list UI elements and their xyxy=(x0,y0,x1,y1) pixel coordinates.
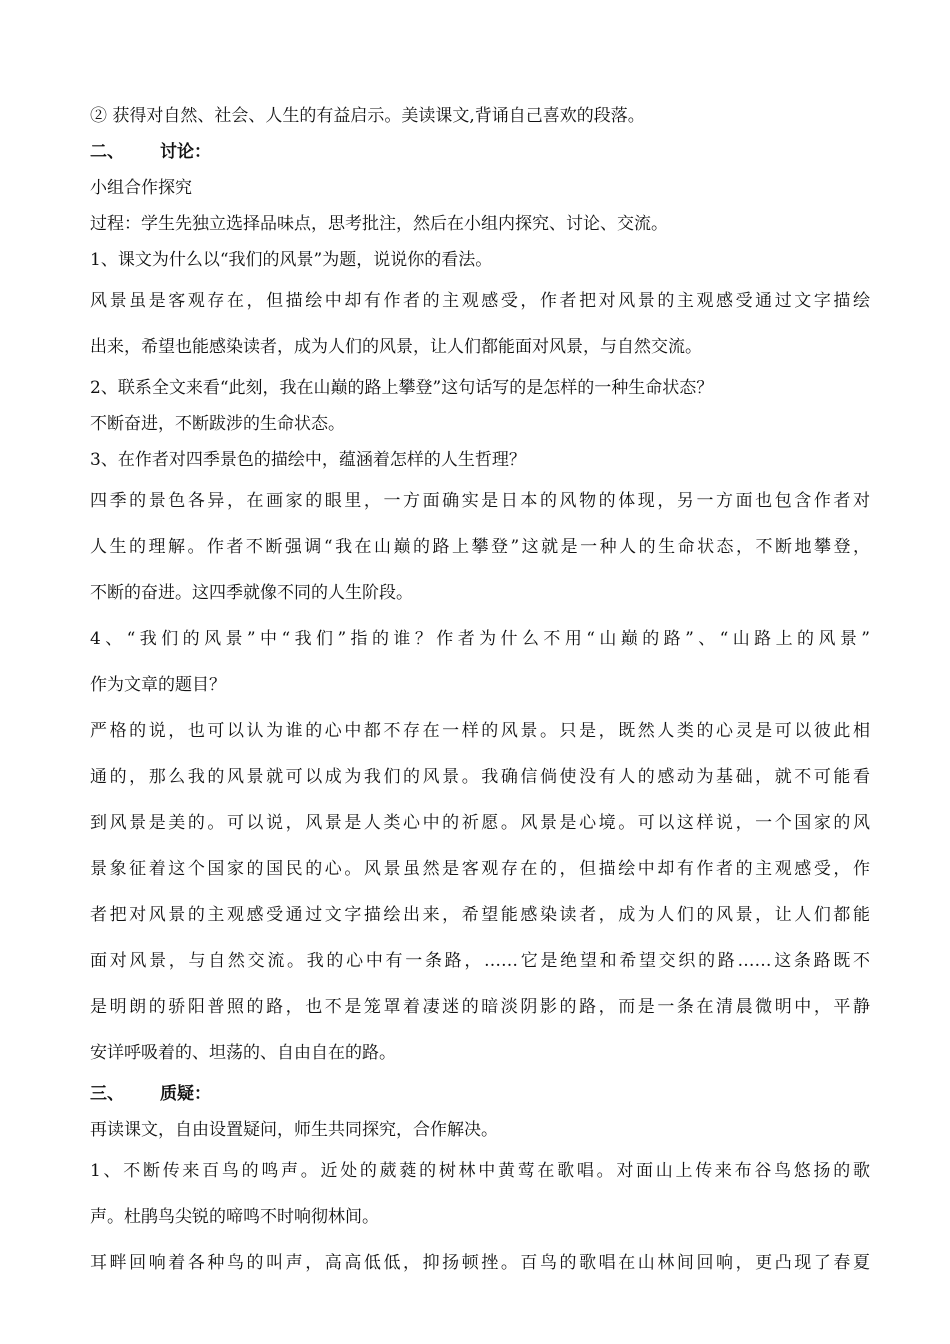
answer-line: 耳畔回响着各种鸟的叫声，高高低低，抑扬顿挫。百鸟的歌唱在山林间回响，更凸现了春夏 xyxy=(90,1253,870,1273)
answer-line: 风景虽是客观存在，但描绘中却有作者的主观感受，作者把对风景的主观感受通过文字描绘 xyxy=(90,291,870,311)
answer-line: 通的，那么我的风景就可以成为我们的风景。我确信倘使没有人的感动为基础，就不可能看 xyxy=(90,767,870,787)
text-line: ② 获得对自然、社会、人生的有益启示。美读课文,背诵自己喜欢的段落。 xyxy=(90,106,645,126)
answer-line: 是明朗的骄阳普照的路，也不是笼罩着凄迷的暗淡阴影的路，而是一条在清晨微明中，平静 xyxy=(90,997,870,1017)
answer-line: 景象征着这个国家的国民的心。风景虽然是客观存在的，但描绘中却有作者的主观感受，作 xyxy=(90,859,870,879)
answer-line: 四季的景色各异，在画家的眼里，一方面确实是日本的风物的体现，另一方面也包含作者对 xyxy=(90,491,870,511)
question-1: 1、不断传来百鸟的鸣声。近处的葳蕤的树林中黄莺在歌唱。对面山上传来布谷鸟悠扬的歌 xyxy=(90,1161,870,1181)
section-heading-discussion xyxy=(90,134,870,170)
answer-line: 不断奋进，不断跋涉的生命状态。 xyxy=(90,414,345,434)
answer-line: 不断的奋进。这四季就像不同的人生阶段。 xyxy=(90,583,413,603)
answer-line: 人生的理解。作者不断强调“我在山巅的路上攀登”这就是一种人的生命状态，不断地攀登， xyxy=(90,537,870,557)
question-1-cont: 声。杜鹃鸟尖锐的啼鸣不时响彻林间。 xyxy=(90,1207,379,1227)
text-line: 再读课文，自由设置疑问，师生共同探究，合作解决。 xyxy=(90,1120,498,1140)
answer-line: 出来，希望也能感染读者，成为人们的风景，让人们都能面对风景，与自然交流。 xyxy=(90,337,702,357)
question-4: 4、“我们的风景”中“我们”指的谁？作者为什么不用“山巅的路”、“山路上的风景” xyxy=(90,629,870,649)
section-number: 三、 xyxy=(90,1084,124,1104)
section-title: 质疑： xyxy=(160,1084,211,1104)
question-3: 3、在作者对四季景色的描绘中，蕴涵着怎样的人生哲理？ xyxy=(90,450,526,470)
answer-line: 到风景是美的。可以说，风景是人类心中的祈愿。风景是心境。可以这样说，一个国家的风 xyxy=(90,813,870,833)
answer-line: 安详呼吸着的、坦荡的、自由自在的路。 xyxy=(90,1043,396,1063)
section-heading-questioning xyxy=(90,1076,870,1112)
answer-line: 面对风景，与自然交流。我的心中有一条路，……它是绝望和希望交织的路……这条路既不 xyxy=(90,951,870,971)
section-title: 讨论： xyxy=(160,142,211,162)
answer-line: 严格的说，也可以认为谁的心中都不存在一样的风景。只是，既然人类的心灵是可以彼此相 xyxy=(90,721,870,741)
text-line: 小组合作探究 xyxy=(90,178,192,198)
text-line: 过程：学生先独立选择品味点，思考批注，然后在小组内探究、讨论、交流。 xyxy=(90,214,668,234)
question-4-cont: 作为文章的题目？ xyxy=(90,675,226,695)
question-2: 2、联系全文来看“此刻，我在山巅的路上攀登”这句话写的是怎样的一种生命状态？ xyxy=(90,378,714,398)
document-page xyxy=(90,98,870,1286)
question-1: 1、课文为什么以“我们的风景”为题，说说你的看法。 xyxy=(90,250,493,270)
section-number: 二、 xyxy=(90,142,124,162)
answer-line: 者把对风景的主观感受通过文字描绘出来，希望能感染读者，成为人们的风景，让人们都能 xyxy=(90,905,870,925)
